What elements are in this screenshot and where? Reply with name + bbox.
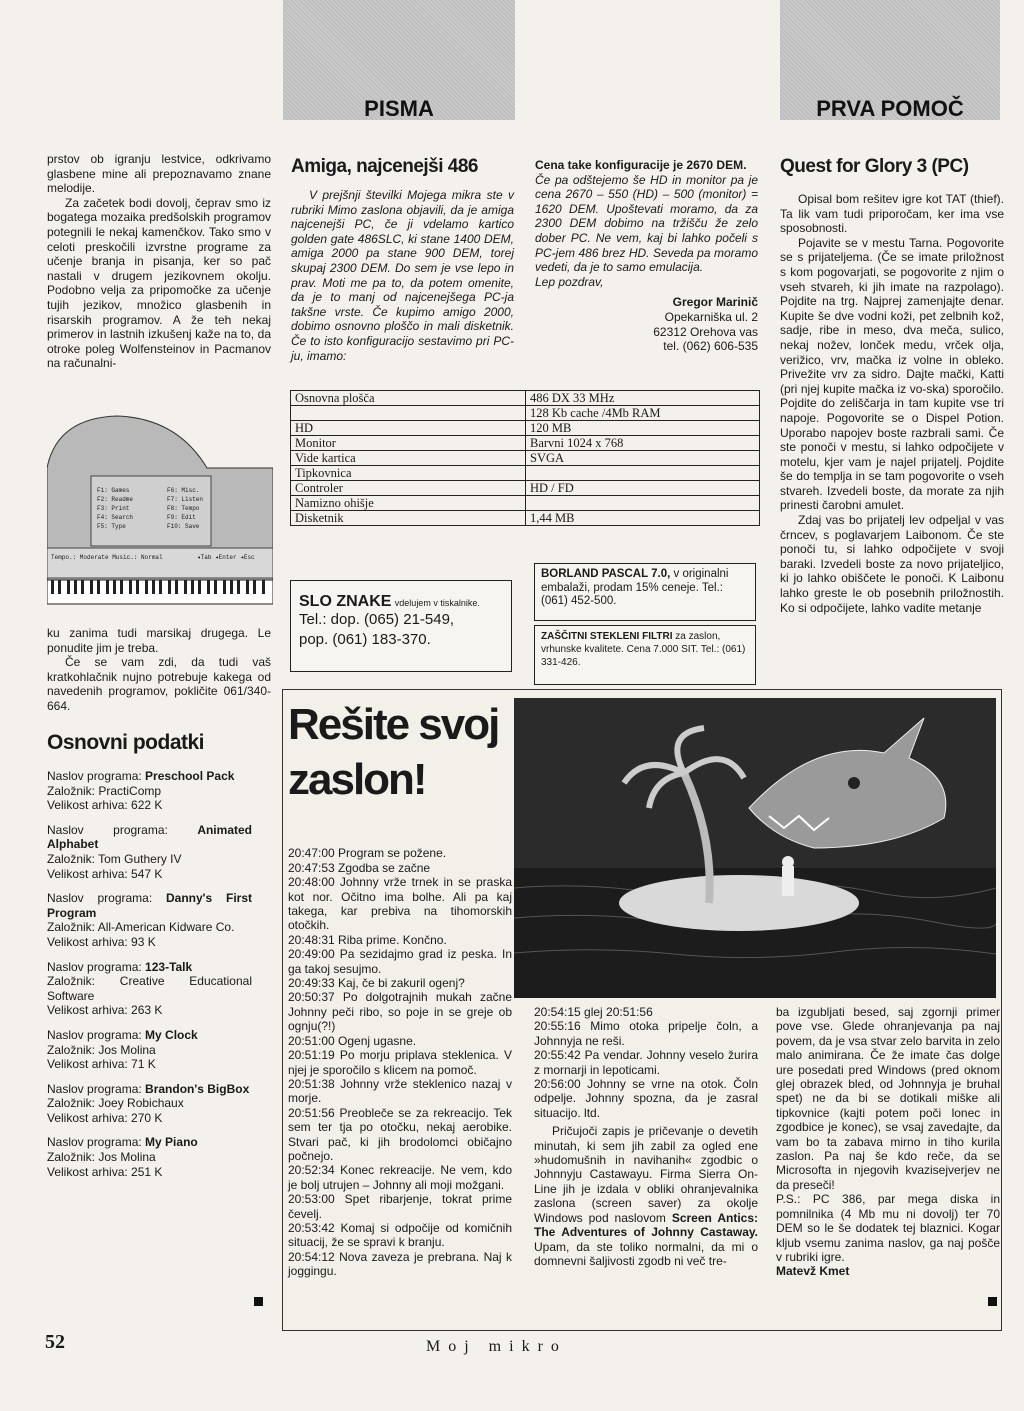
feature-title-2: zaslon!: [288, 755, 426, 804]
feature-middle: [534, 1005, 758, 1268]
menu-item: F10: Save: [167, 523, 200, 530]
feature-mid2-para: [534, 1124, 758, 1268]
table-row: [291, 451, 760, 466]
menu-item: F1: Games: [97, 487, 130, 494]
ad-borland-bold: BORLAND PASCAL 7.0,: [541, 568, 671, 580]
table-cell: Monitor: [291, 436, 526, 451]
amiga-price: Cena take konfiguracije je 2670 DEM.: [535, 158, 747, 172]
left-column-after: [47, 626, 271, 714]
ad-slo-tel2: pop. (061) 183-370.: [299, 631, 431, 649]
amiga-title: Amiga, najcenejši 486: [291, 156, 478, 177]
left-para2: Za začetek bodi dovolj, čeprav smo iz bogatega mozaika predšolskih programov potegnili le nekaj kamenčkov. Tako smo v celoti preskočili izvrstne programe za učenje branja in pisanja, ker so pač nastali v drugem jezikovnem okolju. Podobno velja za pripomočke za učenje tujih jezikov, množico glasbenih in risarskih programov. A že teh nekaj primerov in lastnih izkušenj kaže na to, da otroke poleg Wolfensteinov in Pacmanov na računalni-: [47, 195, 271, 371]
magazine-name: M o j m i k r o: [426, 1338, 561, 1355]
basic-size: Velikost arhiva: 71 K: [47, 1057, 156, 1072]
castaway-image: [514, 698, 996, 998]
amiga-sig-name: Gregor Marinič: [672, 295, 758, 310]
table-row: [291, 391, 760, 406]
basic-name: My Piano: [145, 1135, 198, 1150]
basic-item: [47, 960, 252, 1018]
basic-publisher: Založnik: Jos Molina: [47, 1150, 156, 1165]
feature-right: [776, 1005, 1000, 1279]
feature-mid2-end: Upam, da ste toliko normalni, da mi o domnevni šaljivosti zgodb ni več tre-: [534, 1239, 758, 1268]
left-after2: Če se vam zdi, da tudi vaš kratkohlačnik nujno potrebuje kakega od navedenih programov, pokličite 061/340-664.: [47, 655, 271, 713]
basic-name: Animated Alphabet: [47, 822, 252, 852]
table-row: [291, 436, 760, 451]
table-row: [291, 421, 760, 436]
basic-list: [47, 769, 252, 1189]
piano-screenshot: [47, 408, 273, 608]
basic-publisher: Založnik: PractiComp: [47, 783, 162, 798]
menu-item: F9: Edit: [167, 514, 196, 521]
amiga-greet: Lep pozdrav,: [535, 274, 604, 289]
amiga-body: [291, 188, 514, 363]
basic-size: Velikost arhiva: 622 K: [47, 798, 163, 813]
table-cell: Vide kartica: [291, 451, 526, 466]
basic-title: Osnovni podatki: [47, 731, 205, 754]
table-cell: [526, 496, 760, 511]
ad-slo-title: SLO ZNAKE: [299, 593, 392, 610]
amiga-sig-addr2: 62312 Orehova vas: [653, 324, 758, 339]
table-cell: HD / FD: [526, 481, 760, 496]
amiga-right: [535, 158, 758, 354]
basic-publisher: Založnik: Jos Molina: [47, 1042, 156, 1057]
piano-menu-left: [97, 486, 133, 531]
amiga-right-body: Če pa odštejemo še HD in monitor pa je cena 2670 – 550 (HD) – 500 (monitor) = 1620 DEM. Upoštevati moramo, da za 2300 DEM dobimo na tržišču že zelo dober PC. Ne vem, kaj bi lahko počeli s PC-jem 486 brez HD. Seveda pa moramo vedeti, da je to samo emulacija.: [535, 172, 758, 275]
menu-item: F3: Print: [97, 505, 130, 512]
table-cell: 120 MB: [526, 421, 760, 436]
table-cell: Tipkovnica: [291, 466, 526, 481]
basic-label: Naslov programa:: [47, 1081, 146, 1096]
feature-mid2-bold: Screen Antics: The Adventures of Johnny Castaway.: [534, 1210, 758, 1240]
basic-publisher: Založnik: Joey Robichaux: [47, 1096, 184, 1111]
basic-publisher: Založnik: All-American Kidware Co.: [47, 920, 235, 935]
table-cell: 128 Kb cache /4Mb RAM: [526, 406, 760, 421]
feature-log-text: 20:47:00 Program se požene. 20:47:53 Zgodba se začne 20:48:00 Johnny vrže trnek in se praska kot nor. Očitno ima bolhe. Ali pa kaj takega, kar prebiva na tihomorskih otočkih. 20:48:31 Riba prime. Končno. 20:49:00 Pa sezidajmo grad iz peska. In ga takoj sesujmo. 20:49:33 Kaj, če bi zakuril ogenj? 20:50:37 Po dolgotrajnih mukah začne Johnny peči ribo, so poje in se greje ob ognju(?!) 20:51:00 Ogenj ugasne. 20:51:19 Po morju priplava steklenica. V njej je sporočilo s klicem na pomoč. 20:51:38 Johnny vrže steklenico nazaj v morje. 20:51:56 Preobleče se za rekreacijo. Tek sem ter tja po otočku, nekaj aerobike. Stvari pač, ki jih brodolomci običajno počnejo. 20:52:34 Konec rekreacije. Ne vem, kdo je bolj utrujen – Johnny ali moji možgani. 20:53:00 Spet ribarjenje, tokrat prime čevelj. 20:53:42 Komaj si odpočije od komičnih situacij, že se spravi k branju. 20:54:12 Nova zaveza je prebrana. Naj k joggingu.: [288, 846, 512, 1279]
table-row: [291, 466, 760, 481]
ad-filtri-bold: ZAŠČITNI STEKLENI FILTRI: [541, 631, 673, 642]
ad-slo-tel1: Tel.: dop. (065) 21-549,: [299, 611, 455, 629]
basic-label: Naslov programa:: [47, 1135, 146, 1150]
table-row: [291, 496, 760, 511]
ad-slo-small: vdelujem v tiskalnike.: [394, 598, 480, 608]
amiga-sig-addr1: Opekarniška ul. 2: [664, 309, 758, 324]
basic-item: [47, 823, 252, 881]
header-prva-pomoc: [780, 0, 1000, 120]
basic-item: [47, 1082, 252, 1126]
ad-slo-znake: [290, 580, 512, 672]
basic-name: My Clock: [145, 1027, 198, 1042]
quest-p2: Pojavite se v mestu Tarna. Pogovorite se s prijateljema. (Če se imate priložnost s kom pogovarjati, se pogovorite z njim o vseh stvareh, ki jih imate na razpolago). Pojdite na trg. Najprej zamenjajte denar. Kupite še dve vodni koži, pet zelbnih kož, sadje, ribe in meso, dva meča, sulico, nekaj nožev, lonček medu, vrček olja, verižico, vrv, mačka iz volne in obleko. Privežite vrv za sidro. Dajte mački, Katti (pri njej kupite mačka iz vo-ska) sporočilo. Pojdite do zeliščarja in tam kupite vse tri napoje. Pogovorite se o Dispel Potion. Uporabo napojev boste razbrali sami. Če ste ponoči v mestu, si lahko odpočijete v motelu, kjer vam je najel prijatelj. Pojdite še do templja in se tam pogovorite o vseh stvareh. Izvedeli boste, da morate za njih prinesti čarobni amulet.: [780, 235, 1004, 513]
basic-name: Brandon's BigBox: [145, 1081, 250, 1096]
basic-item: [47, 1135, 252, 1179]
basic-label: Naslov programa:: [47, 822, 198, 837]
table-row: [291, 481, 760, 496]
quest-body: [780, 192, 1004, 615]
end-mark: [988, 1297, 997, 1306]
basic-size: Velikost arhiva: 263 K: [47, 1003, 163, 1018]
quest-p1: Opisal bom rešitev igre kot TAT (thief). Ta lik vam tudi priporočam, ker ima vse sposobnosti.: [780, 192, 1004, 236]
basic-label: Naslov programa:: [47, 959, 146, 974]
piano-menu-right: [167, 486, 203, 531]
table-cell: Disketnik: [291, 511, 526, 526]
castaway-screenshot: [514, 698, 996, 998]
page-number: 52: [45, 1331, 65, 1353]
table-cell: SVGA: [526, 451, 760, 466]
feature-title-1: Rešite svoj: [288, 700, 499, 749]
table-cell: 486 DX 33 MHz: [526, 391, 760, 406]
ad-borland: [534, 563, 756, 621]
header-prva-pomoc-label: PRVA POMOČ: [816, 95, 964, 121]
amiga-sig-tel: tel. (062) 606-535: [663, 339, 758, 354]
basic-size: Velikost arhiva: 270 K: [47, 1110, 163, 1125]
feature-mid2: Pričujoči zapis je pričevanje o devetih minutah, ki sem jih zabil za ogled ene »hudomušnih in navihanih« zgodbic o Johnnyju Castawayu. Firma Sierra On-Line jih je izdala v obliki ohranjevalnika zaslona (screen saver) za okolje Windows pod naslovom: [534, 1124, 758, 1225]
feature-author: Matevž Kmet: [776, 1264, 850, 1279]
table-row: [291, 406, 760, 421]
table-cell: 1,44 MB: [526, 511, 760, 526]
menu-item: F5: Type: [97, 523, 126, 530]
spec-table: [290, 390, 760, 526]
left-intro: prstov ob igranju lestvice, odkrivamo glasbene mine ali prepoznavamo znane melodije.: [47, 152, 271, 196]
basic-size: Velikost arhiva: 251 K: [47, 1164, 163, 1179]
basic-name: Preschool Pack: [145, 769, 235, 783]
table-cell: Namizno ohišje: [291, 496, 526, 511]
piano-status-left: Tempo.: Moderate Music.: Normal: [51, 554, 163, 561]
basic-label: Naslov programa:: [47, 891, 166, 906]
left-column-top: [47, 152, 271, 371]
basic-item: [47, 891, 252, 949]
left-after1: ku zanima tudi marsikaj drugega. Le ponudite jim je treba.: [47, 626, 271, 655]
basic-name: 123-Talk: [145, 959, 193, 974]
table-cell: Barvni 1024 x 768: [526, 436, 760, 451]
table-cell: Controler: [291, 481, 526, 496]
table-cell: Osnovna plošča: [291, 391, 526, 406]
feature-right-text: ba izgubljati besed, saj zgornji primer pove vse. Glede ohranjevanja pa naj povem, da je vsa stvar zelo barvita in zelo malo animirana. Če že imate čas dolge ure posedati pred Windows (pred oknom glej obrazek bled, od Johnnyja je bruhal spet) ne da bi se dotikali miške ali tipkovnice (kajti potem poči lonec in zgodbice je konec), se vsaj zavedajte, da vam bo ta zabava mirno in tiho kurila zaslon. Pa naj še kdo reče, da se Microsofta in njegovih kvazisejverjev ne da preseči! P.S.: PC 386, par mega diska in pomnilnika (4 Mb mu ni dovolj) ter 70 DEM so le še dodatek tej blaznici. Kogar kljub vsemu zanima naslov, ga naj pošče v rubriki igre.: [776, 1005, 1000, 1264]
basic-label: Naslov programa:: [47, 769, 146, 783]
header-pisma: [283, 0, 515, 120]
table-cell: HD: [291, 421, 526, 436]
basic-publisher: Založnik: Tom Guthery IV: [47, 851, 182, 866]
quest-p3: Zdaj vas bo prijatelj lev odpeljal v vas črncev, s poglavarjem Laibonom. Če ste ponoči tu, si lahko odpočijete v svoji baraki. Izvedeli boste za novo prijateljico, ki jo lahko obiščete le ponoči. K Laibonu lahko greste le ob posebnih priložnostih. Ko si odpočijete, lahko vadite metanje: [780, 513, 1004, 615]
basic-label: Naslov programa:: [47, 1027, 146, 1042]
menu-item: F4: Search: [97, 514, 134, 521]
basic-name: Danny's First Program: [47, 891, 252, 920]
feature-mid1: 20:54:15 glej 20:51:56 20:55:16 Mimo otoka pripelje čoln, a Johnnyja ne reši. 20:55:42 Pa vendar. Johnny veselo žurira z mornarji in lepoticami. 20:56:00 Johnny se vrne na otok. Čoln odpelje. Johnny spozna, da je zasral situacijo. ltd.: [534, 1005, 758, 1120]
quest-title: Quest for Glory 3 (PC): [780, 156, 969, 177]
end-mark: [254, 1297, 263, 1306]
ad-filtri: [534, 625, 756, 685]
basic-size: Velikost arhiva: 93 K: [47, 934, 156, 949]
basic-item: [47, 769, 252, 813]
ad-borland-text: v originalni embalaži, prodam 15% ceneje. Tel.: (061) 452-500.: [541, 568, 729, 607]
ad-filtri-text: za zaslon, vrhunske kvalitete. Cena 7.000 SIT. Tel.: (061) 331-426.: [541, 631, 746, 668]
piano-image: [47, 408, 273, 608]
basic-publisher: Založnik: Creative Educational Software: [47, 974, 252, 1003]
basic-item: [47, 1028, 252, 1072]
table-cell: [526, 466, 760, 481]
menu-item: F8: Tempo: [167, 505, 200, 512]
table-cell: [291, 406, 526, 421]
basic-size: Velikost arhiva: 547 K: [47, 866, 163, 881]
menu-item: F6: Misc.: [167, 487, 200, 494]
menu-item: F7: Listen: [167, 496, 204, 503]
amiga-body-text: V prejšnji številki Mojega mikra ste v rubriki Mimo zaslona objavili, da je amiga najcenejši PC, če ji vdelamo kartico golden gate 486SLC, ki stane 1400 DEM, amiga 2000 pa stane 900 DEM, torej skupaj 2300 DEM. Do sem je vse lepo in prav. Moti me pa to, da potem omenite, da je to manj od najcenejšega PC-ja takšne vrste. Če kupimo amigo 2000, dobimo osnovno ploščo in mali disketnik. Če to isto konfiguracijo sestavimo pri PC-ju, imamo:: [291, 188, 514, 363]
header-pisma-label: PISMA: [364, 95, 434, 121]
piano-status-right: ◂Tab ◂Enter ◂Esc: [197, 554, 255, 561]
feature-log: [288, 832, 512, 1293]
menu-item: F2: Readme: [97, 496, 134, 503]
table-row: [291, 511, 760, 526]
